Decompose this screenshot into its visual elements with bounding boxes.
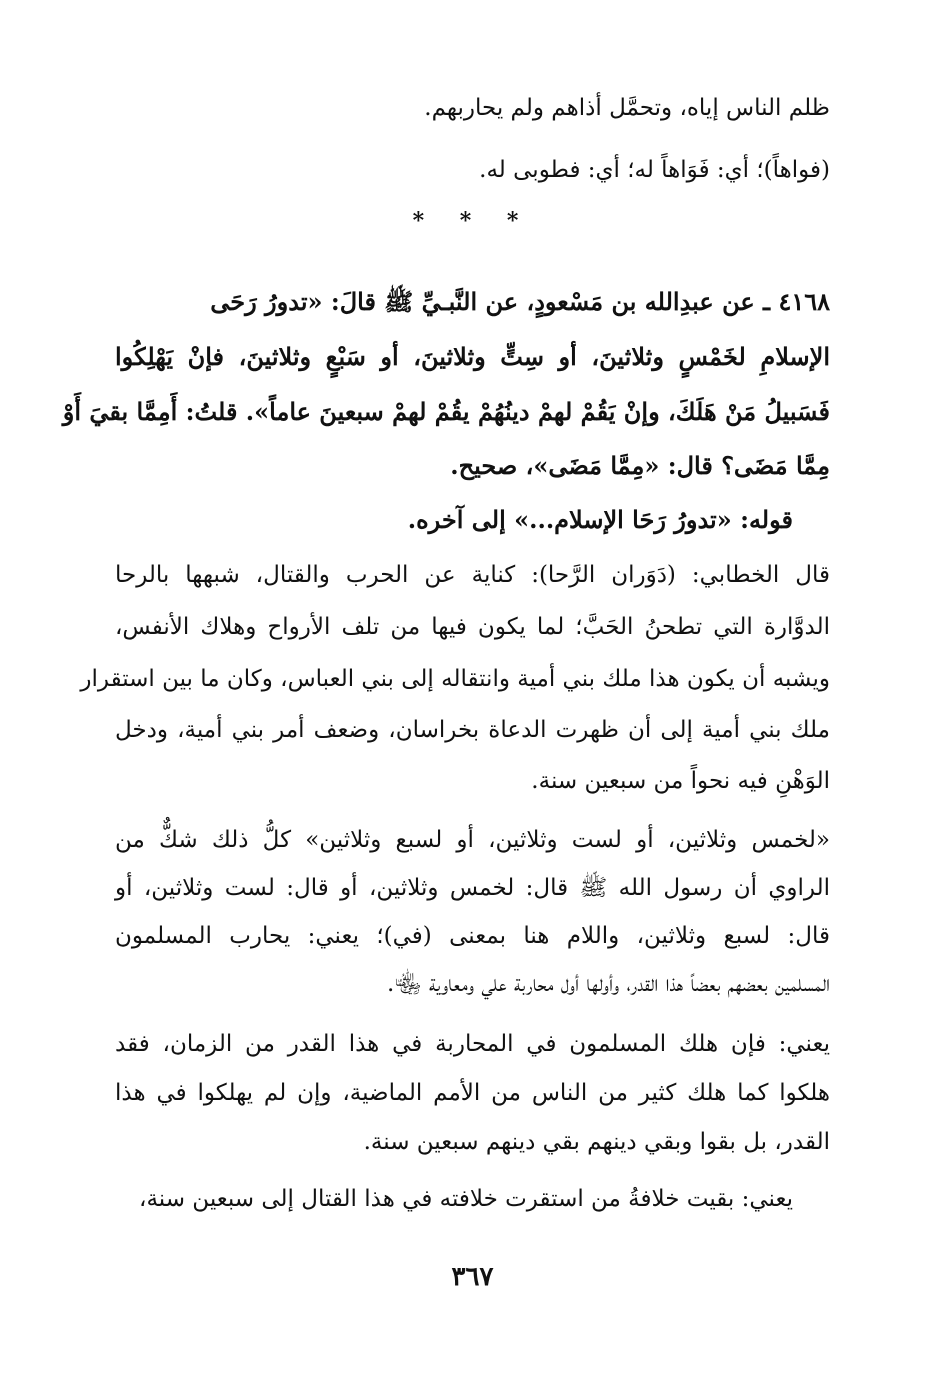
text-line-2: (فواهاً)؛ أي: فَوَاهاً له؛ أي: فطوبى له. [479,157,830,183]
commentary-line-8: قال: لسبع وثلاثين، واللام هنا بمعنى (في)؛ يعني: يحارب المسلمون [115,923,830,949]
commentary-line-10: يعني: فإن هلك المسلمون في المحاربة في هذا القدر من الزمان، فقد [115,1031,830,1057]
hadith-line-2: الإسلامِ لخَمْسٍ وثلاثينَ، أو سِتٍّ وثلاثينَ، أو سَبْعٍ وثلاثينَ، فإنْ يَهْلِكُوا [115,342,830,371]
hadith-line-4: مِمَّا مَضَى؟ قال: «مِمَّا مَضَى»، صحيح. [450,451,830,480]
commentary-line-5: الوَهْنِ فيه نحواً من سبعين سنة. [531,768,830,794]
commentary-line-6: «لخمس وثلاثين، أو لست وثلاثين، أو لسبع وثلاثين» كلُّ ذلك شكٌّ من [115,827,830,853]
page-number: ٣٦٧ [451,1262,494,1292]
hadith-line-1: ٤١٦٨ ـ عن عبدِالله بن مَسْعودٍ، عن النَّبـيِّ ﷺ قالَ: «تدورُ رَحَى [210,287,830,316]
commentary-line-11: هلكوا كما هلك كثير من الناس من الأمم الماضية، وإن لم يهلكوا في هذا [115,1080,830,1106]
commentary-line-7: الراوي أن رسول الله ﷺ قال: لخمس وثلاثين، أو قال: لست وثلاثين، أو [115,875,830,901]
commentary-line-13: يعني: بقيت خلافةُ من استقرت خلافته في هذا القتال إلى سبعين سنة، [139,1186,793,1212]
commentary-line-9: المسلمين بعضهم بعضاً هذا القدر، وأولها أول محاربة علي ومعاوية ﵄. [386,971,830,997]
commentary-line-12: القدر، بل بقوا وبقي دينهم بقي دينهم سبعين سنة. [363,1129,830,1155]
text-line-1: ظلم الناس إياه، وتحمَّل أذاهم ولم يحاربهم. [424,95,830,121]
commentary-heading: قوله: «تدورُ رَحَا الإسلام...» إلى آخره. [407,505,793,534]
commentary-line-1: قال الخطابي: (دَوَران الرَّحا): كناية عن الحرب والقتال، شبهها بالرحا [115,562,830,588]
commentary-line-3: ويشبه أن يكون هذا ملك بني أمية وانتقاله إلى بني العباس، وكان ما بين استقرار [80,666,830,692]
hadith-line-3: فَسَبيلُ مَنْ هَلَكَ، وإنْ يَقُمْ لهمْ دينُهُمْ يقُمْ لهمْ سبعينَ عاماً». قلتُ: أَمِمَّا بقيَ أَوْ [62,397,830,426]
commentary-line-4: ملك بني أمية إلى أن ظهرت الدعاة بخراسان، وضعف أمر بني أمية، ودخل [115,717,830,743]
section-separator: * * * [412,208,533,234]
commentary-line-2: الدوَّارة التي تطحنُ الحَبَّ؛ لما يكون فيها من تلف الأرواح وهلاك الأنفس، [115,614,830,640]
